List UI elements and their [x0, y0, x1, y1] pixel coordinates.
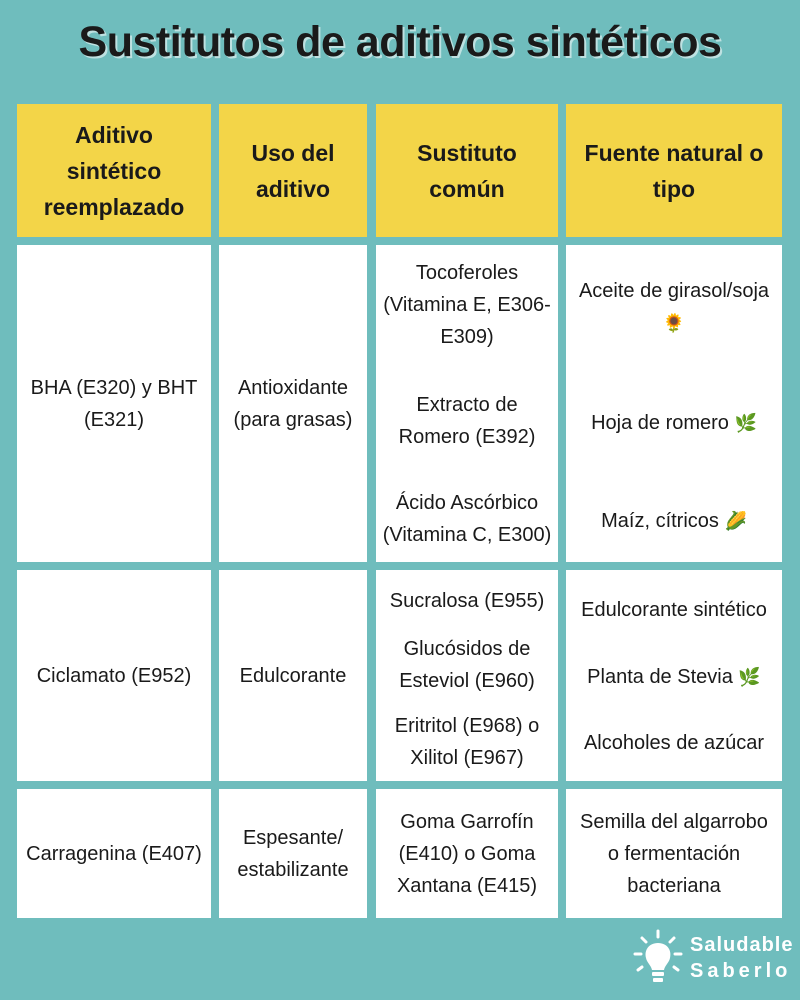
lightbulb-icon: [632, 928, 684, 988]
logo-line1: Saludable: [690, 934, 794, 956]
source-text: Aceite de girasol/soja: [578, 280, 770, 302]
row1-use-cell: Antioxidante (para grasas): [219, 245, 367, 562]
row3-additive-cell: Carragenina (E407): [17, 789, 211, 918]
header-cell-additive: Aditivo sintético reemplazado: [17, 104, 211, 237]
row2-substitute-item: Glucósidos de Esteviol (E960): [399, 638, 535, 692]
row2-source-item: [566, 661, 782, 693]
source-text: Maíz, cítricos: [601, 510, 719, 532]
row2-source-item: [566, 727, 782, 759]
page-title: Sustitutos de aditivos sintéticos: [78, 18, 722, 66]
herb-icon: 🌿: [738, 667, 761, 687]
row2-use-cell: Edulcorante: [219, 570, 367, 781]
row1-substitute-item: Tocoferoles (Vitamina E, E306-E309): [383, 262, 551, 348]
row2-substitute-item: Eritritol (E968) o Xilitol (E967): [394, 715, 540, 769]
herb-icon: 🌿: [734, 413, 757, 433]
source-text: Edulcorante sintético: [581, 599, 767, 621]
row1-source-item: [566, 505, 782, 537]
sunflower-icon: 🌻: [662, 313, 686, 333]
header-cell-substitute: Sustituto común: [376, 104, 558, 237]
row2-additive-cell: Ciclamato (E952): [17, 570, 211, 781]
row1-substitute-cell: [376, 245, 558, 562]
row1-source-item: [566, 407, 782, 439]
row1-additive-cell: BHA (E320) y BHT (E321): [17, 245, 211, 562]
row2-source-item: [566, 594, 782, 626]
header-cell-source: Fuente natural o tipo: [566, 104, 782, 237]
source-text: Hoja de romero: [591, 412, 729, 434]
row1-source-cell: [566, 245, 782, 562]
row2-source-cell: [566, 570, 782, 781]
row1-substitute-item: Ácido Ascórbico (Vitamina C, E300): [382, 492, 552, 546]
source-text: Alcoholes de azúcar: [583, 732, 765, 754]
brand-logo: [632, 928, 792, 992]
row2-substitute-item: Sucralosa (E955): [389, 590, 545, 612]
row1-substitute-item: Extracto de Romero (E392): [398, 394, 536, 448]
row3-substitute-cell: Goma Garrofín (E410) o Goma Xantana (E415): [376, 789, 558, 918]
logo-line2: Saberlo: [690, 960, 792, 982]
source-text: Planta de Stevia: [587, 666, 733, 688]
row3-use-cell: Espesante/ estabilizante: [219, 789, 367, 918]
logo-wordmark: [690, 932, 793, 984]
row2-substitute-cell: [376, 570, 558, 781]
row3-source-cell: Semilla del algarrobo o fermentación bacteriana: [566, 789, 782, 918]
corn-icon: 🌽: [724, 511, 747, 531]
header-cell-use: Uso del aditivo: [219, 104, 367, 237]
row1-source-item: [566, 275, 782, 339]
